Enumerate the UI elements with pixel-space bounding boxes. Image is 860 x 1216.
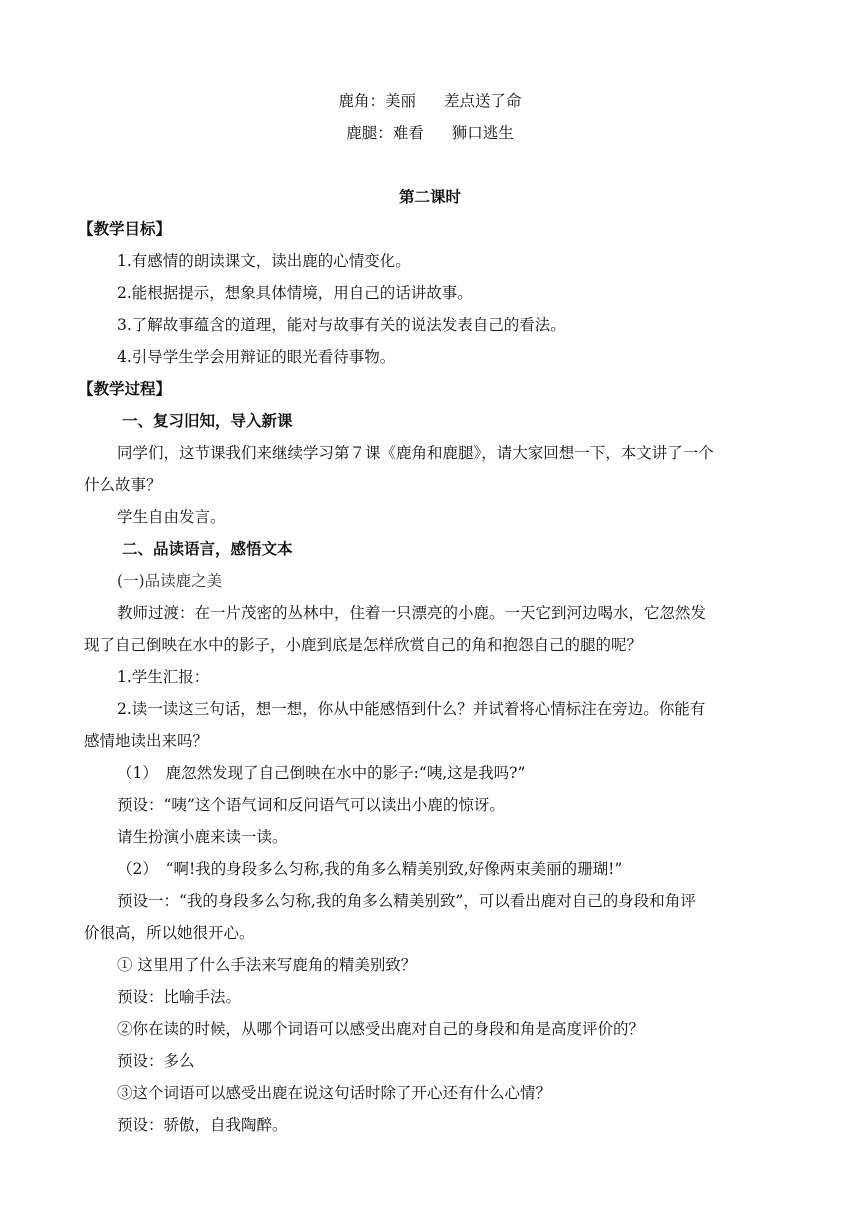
lesson-title: 第二课时 [398,187,461,206]
paragraph-line: 预设：比喻手法。 [117,988,242,1006]
process-heading: 【教学过程】 [78,379,172,398]
legs-label: 鹿腿：难看 [346,124,424,142]
subsection-title: (一)品读鹿之美 [117,572,223,590]
antler-result: 差点送了命 [444,92,522,110]
paragraph-line: 请生扮演小鹿来读一读。 [117,828,288,846]
quote-line: （1） 鹿忽然发现了自己倒映在水中的影子:“咦,这是我吗?” [117,764,526,782]
paragraph-line: 预设：多么 [117,1052,195,1070]
paragraph-line: 教师过渡：在一片茂密的丛林中，住着一只漂亮的小鹿。一天它到河边喝水，它忽然发 [117,604,707,622]
paragraph-line: 现了自己倒映在水中的影子，小鹿到底是怎样欣赏自己的角和抱怨自己的腿的呢？ [84,636,643,654]
objectives-heading: 【教学目标】 [78,219,172,238]
paragraph-line: 感情地读出来吗？ [84,732,209,750]
summary-row-antlers [0,90,860,112]
paragraph-line: 2.读一读这三句话，想一想，你从中能感悟到什么？并试着将心情标注在旁边。你能有 [117,700,706,718]
sub-question: ① 这里用了什么手法来写鹿角的精美别致？ [117,956,417,974]
objective-item: 3.了解故事蕴含的道理，能对与故事有关的说法发表自己的看法。 [117,316,566,334]
legs-result: 狮口逃生 [451,124,514,142]
quote-line: （2） “啊!我的身段多么匀称,我的角多么精美别致,好像两束美丽的珊瑚!” [117,860,623,878]
paragraph-line: 什么故事？ [84,476,162,494]
sub-question: ③这个词语可以感受出鹿在说这句话时除了开心还有什么心情？ [117,1084,552,1102]
paragraph-line: 学生自由发言。 [117,508,226,526]
antler-label: 鹿角：美丽 [338,92,416,110]
paragraph-line: 1.学生汇报： [117,668,210,686]
section-title: 一、复习旧知，导入新课 [122,411,293,430]
sub-question: ②你在读的时候，从哪个词语可以感受出鹿对自己的身段和角是高度评价的？ [117,1020,645,1038]
paragraph-line: 价很高，所以她很开心。 [84,924,255,942]
paragraph-line: 预设：“咦”这个语气词和反问语气可以读出小鹿的惊讶。 [117,796,505,814]
objective-item: 4.引导学生学会用辩证的眼光看待事物。 [117,348,396,366]
paragraph-line: 预设一：“我的身段多么匀称,我的角多么精美别致”，可以看出鹿对自己的身段和角评 [117,892,696,910]
paragraph-line: 预设：骄傲，自我陶醉。 [117,1116,288,1134]
objective-item: 1.有感情的朗读课文，读出鹿的心情变化。 [117,252,411,270]
objective-item: 2.能根据提示，想象具体情境，用自己的话讲故事。 [117,284,473,302]
summary-row-legs [0,122,860,144]
paragraph-line: 同学们，这节课我们来继续学习第７课《鹿角和鹿腿》，请大家回想一下，本文讲了一个 [117,444,714,462]
section-title: 二、品读语言，感悟文本 [122,539,293,558]
